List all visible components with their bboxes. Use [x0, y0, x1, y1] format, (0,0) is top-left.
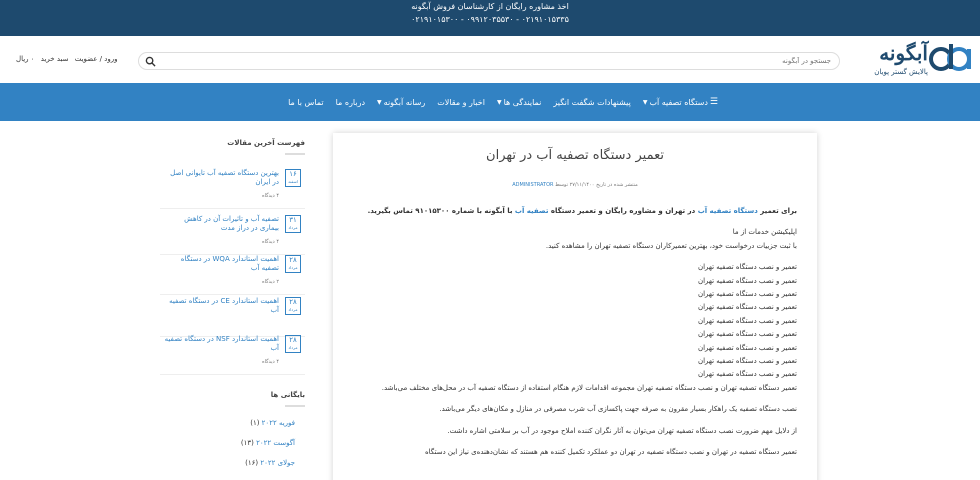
chevron-down-icon: ▼	[642, 98, 648, 106]
service-list-item: تعمیر و نصب دستگاه تصفیه تهران	[697, 303, 797, 312]
nav-item-label: نمایندگی ها	[503, 97, 542, 107]
menu-icon: ☰	[709, 97, 718, 107]
archive-count: (۱۶)	[245, 459, 259, 467]
intro-paragraph	[337, 205, 797, 218]
nav-item-label: رسانه آبگونه	[383, 97, 426, 107]
paragraph-4: تعمیر دستگاه تصفیه در تهران و نصب دستگاه تصفیه در تهران دو عملکرد تکمیل کننده هم هستند که نشان‌دهنده‌ی نیاز این دستگاه	[424, 448, 797, 457]
meta-by: توسط	[555, 182, 569, 188]
meta-prefix: منتشر شده در تاریخ	[596, 182, 638, 188]
chevron-down-icon: ▼	[496, 98, 502, 106]
archive-divider	[285, 405, 305, 407]
chevron-down-icon: ▼	[377, 98, 382, 106]
recent-post[interactable]	[160, 297, 305, 337]
post-title[interactable]: اهمیت استاندارد CE در دستگاه تصفیه آب	[169, 297, 279, 314]
cart-label[interactable]: سبد خرید	[40, 55, 69, 63]
post-divider	[160, 208, 305, 209]
meta-date: ۲۷/۱۱/۱۴۰۰	[569, 182, 595, 188]
post-day: ۲۸	[289, 256, 297, 264]
post-month: مرداد	[288, 225, 298, 230]
recent-post[interactable]	[160, 215, 305, 255]
post-divider	[160, 374, 305, 375]
nav-item[interactable]	[553, 98, 630, 107]
post-comments[interactable]: ۴ دیدگاه	[261, 359, 279, 365]
paragraph-1: تعمیر دستگاه تصفیه تهران و نصب دستگاه تصفیه تهران مجموعه اقدامات لازم هنگام استفاده از دستگاه تصفیه آب در محل‌های مختلف می‌باشد.	[381, 383, 797, 392]
post-date-badge	[285, 215, 301, 233]
account-links	[14, 55, 119, 63]
login-link[interactable]: ورود / عضویت	[74, 55, 118, 63]
phone-numbers[interactable]: ۰۲۱۹۱۰۱۵۳۰۰ - ۰۹۹۱۲۰۳۵۵۳۰ - ۰۲۱۹۱۰۱۵۳۳۵	[411, 15, 569, 24]
archive-title: بایگانی ها	[270, 391, 305, 399]
archive-link[interactable]: فوریه ۲۰۲۲	[261, 419, 295, 427]
nav-item[interactable]	[377, 98, 425, 107]
archive-link[interactable]: آگوست ۲۰۲۲	[256, 439, 295, 447]
archive-count: (۱)	[250, 419, 260, 427]
nav-items	[276, 83, 718, 121]
intro-mid: در تهران و مشاوره رایگان و تعمیر دستگاه	[548, 207, 696, 215]
post-day: ۲۸	[289, 336, 297, 344]
nav-item[interactable]	[497, 98, 541, 107]
post-date-badge	[285, 297, 301, 315]
post-date-badge	[285, 335, 301, 353]
archive-item[interactable]	[245, 459, 295, 467]
top-announcement-bar	[0, 0, 980, 36]
nav-item[interactable]	[336, 98, 365, 107]
service-list-item: تعمیر و نصب دستگاه تصفیه تهران	[697, 370, 797, 379]
intro-post: با آبگونه با شماره ۹۱۰۱۵۳۰۰ تماس بگیرید.	[367, 207, 513, 215]
logo-tagline: پالایش گستر پویان	[874, 68, 928, 76]
nav-item-label: دستگاه تصفیه آب	[649, 97, 708, 107]
consult-text: اخذ مشاوره رایگان از کارشناسان فروش آبگونه	[411, 2, 569, 11]
recent-posts-divider	[285, 153, 305, 155]
meta-author[interactable]: ADMINISTRATOR	[512, 182, 554, 188]
archive-link[interactable]: جولای ۲۰۲۲	[260, 459, 295, 467]
nav-item[interactable]	[437, 98, 485, 107]
recent-posts-title: فهرست آخرین مقالات	[227, 139, 305, 147]
search-icon[interactable]	[145, 56, 156, 67]
service-list-item: تعمیر و نصب دستگاه تصفیه تهران	[697, 316, 797, 325]
post-comments[interactable]: ۴ دیدگاه	[261, 239, 279, 245]
post-title[interactable]: اهمیت استاندارد WQA در دستگاه تصفیه آب	[180, 255, 279, 272]
paragraph-2: نصب دستگاه تصفیه یک راهکار بسیار مقرون به صرفه جهت پاکسازی آب شرب مصرفی در منازل و مکان‌های دیگر می‌باشد.	[439, 405, 797, 414]
nav-item[interactable]	[288, 98, 324, 107]
article-title: تعمیر دستگاه تصفیه آب در تهران	[486, 148, 664, 163]
nav-item[interactable]	[643, 97, 718, 107]
intro-link-device[interactable]: دستگاه تصفیه آب	[697, 207, 758, 215]
post-month: اسفند	[288, 179, 298, 184]
nav-item-label: درباره ما	[335, 97, 366, 107]
post-title[interactable]: تصفیه آب و تاثیرات آن در کاهش بیماری در دراز مدت	[184, 215, 279, 232]
site-header	[0, 36, 980, 83]
app-line: اپلیکیشن خدمات از ما	[732, 228, 797, 237]
service-list-item: تعمیر و نصب دستگاه تصفیه تهران	[697, 343, 797, 352]
search-box[interactable]	[138, 52, 840, 70]
post-day: ۱۶	[289, 170, 297, 178]
app-line-2: با ثبت جزییات درخواست خود، بهترین تعمیرکاران دستگاه تصفیه تهران را مشاهده کنید.	[545, 241, 797, 250]
post-date-badge	[285, 169, 301, 187]
post-title[interactable]: بهترین دستگاه تصفیه آب تایوانی اصل در ایران	[170, 169, 279, 186]
service-list-item: تعمیر و نصب دستگاه تصفیه تهران	[697, 263, 797, 272]
logo-mark-icon	[928, 42, 972, 72]
post-month: مرداد	[288, 345, 298, 350]
post-month: مرداد	[288, 265, 298, 270]
article-card	[333, 133, 817, 480]
logo-brand: آبگونه	[879, 41, 928, 65]
service-list	[337, 261, 797, 382]
site-logo[interactable]	[876, 40, 972, 80]
nav-item-label: تماس با ما	[288, 97, 324, 107]
archive-item[interactable]	[241, 439, 295, 447]
recent-post[interactable]	[160, 335, 305, 375]
archive-count: (۱۳)	[240, 439, 254, 447]
main-navigation	[0, 83, 980, 121]
post-date-badge	[285, 255, 301, 273]
intro-link-filter[interactable]: تصفیه آب	[514, 207, 549, 215]
paragraph-3: از دلایل مهم ضرورت نصب دستگاه تصفیه تهران می‌توان به آثار نگران کننده املاح موجود در آب بر سلامتی اشاره داشت.	[447, 426, 797, 435]
post-comments[interactable]: ۴ دیدگاه	[261, 193, 279, 199]
nav-item-label: اخبار و مقالات	[437, 97, 485, 107]
post-comments[interactable]: ۲ دیدگاه	[261, 279, 279, 285]
service-list-item: تعمیر و نصب دستگاه تصفیه تهران	[697, 357, 797, 366]
recent-post[interactable]	[160, 255, 305, 295]
post-title[interactable]: اهمیت استاندارد NSF در دستگاه تصفیه آب	[164, 335, 279, 352]
post-day: ۳۱	[289, 216, 297, 224]
article-meta	[333, 182, 817, 188]
post-day: ۲۸	[289, 298, 297, 306]
service-list-item: تعمیر و نصب دستگاه تصفیه تهران	[697, 276, 797, 285]
cart-total[interactable]: ۰ ریال	[16, 55, 35, 63]
search-input[interactable]	[171, 55, 831, 67]
intro-pre: برای تعمیر	[760, 207, 797, 215]
recent-post[interactable]	[160, 169, 305, 209]
service-list-item: تعمیر و نصب دستگاه تصفیه تهران	[697, 330, 797, 339]
article-body	[337, 205, 797, 460]
archive-item[interactable]	[250, 419, 295, 427]
service-list-item: تعمیر و نصب دستگاه تصفیه تهران	[697, 290, 797, 299]
nav-item-label: پیشنهادات شگفت انگیز	[553, 97, 631, 107]
post-month: مرداد	[288, 307, 298, 312]
post-divider	[160, 294, 305, 295]
